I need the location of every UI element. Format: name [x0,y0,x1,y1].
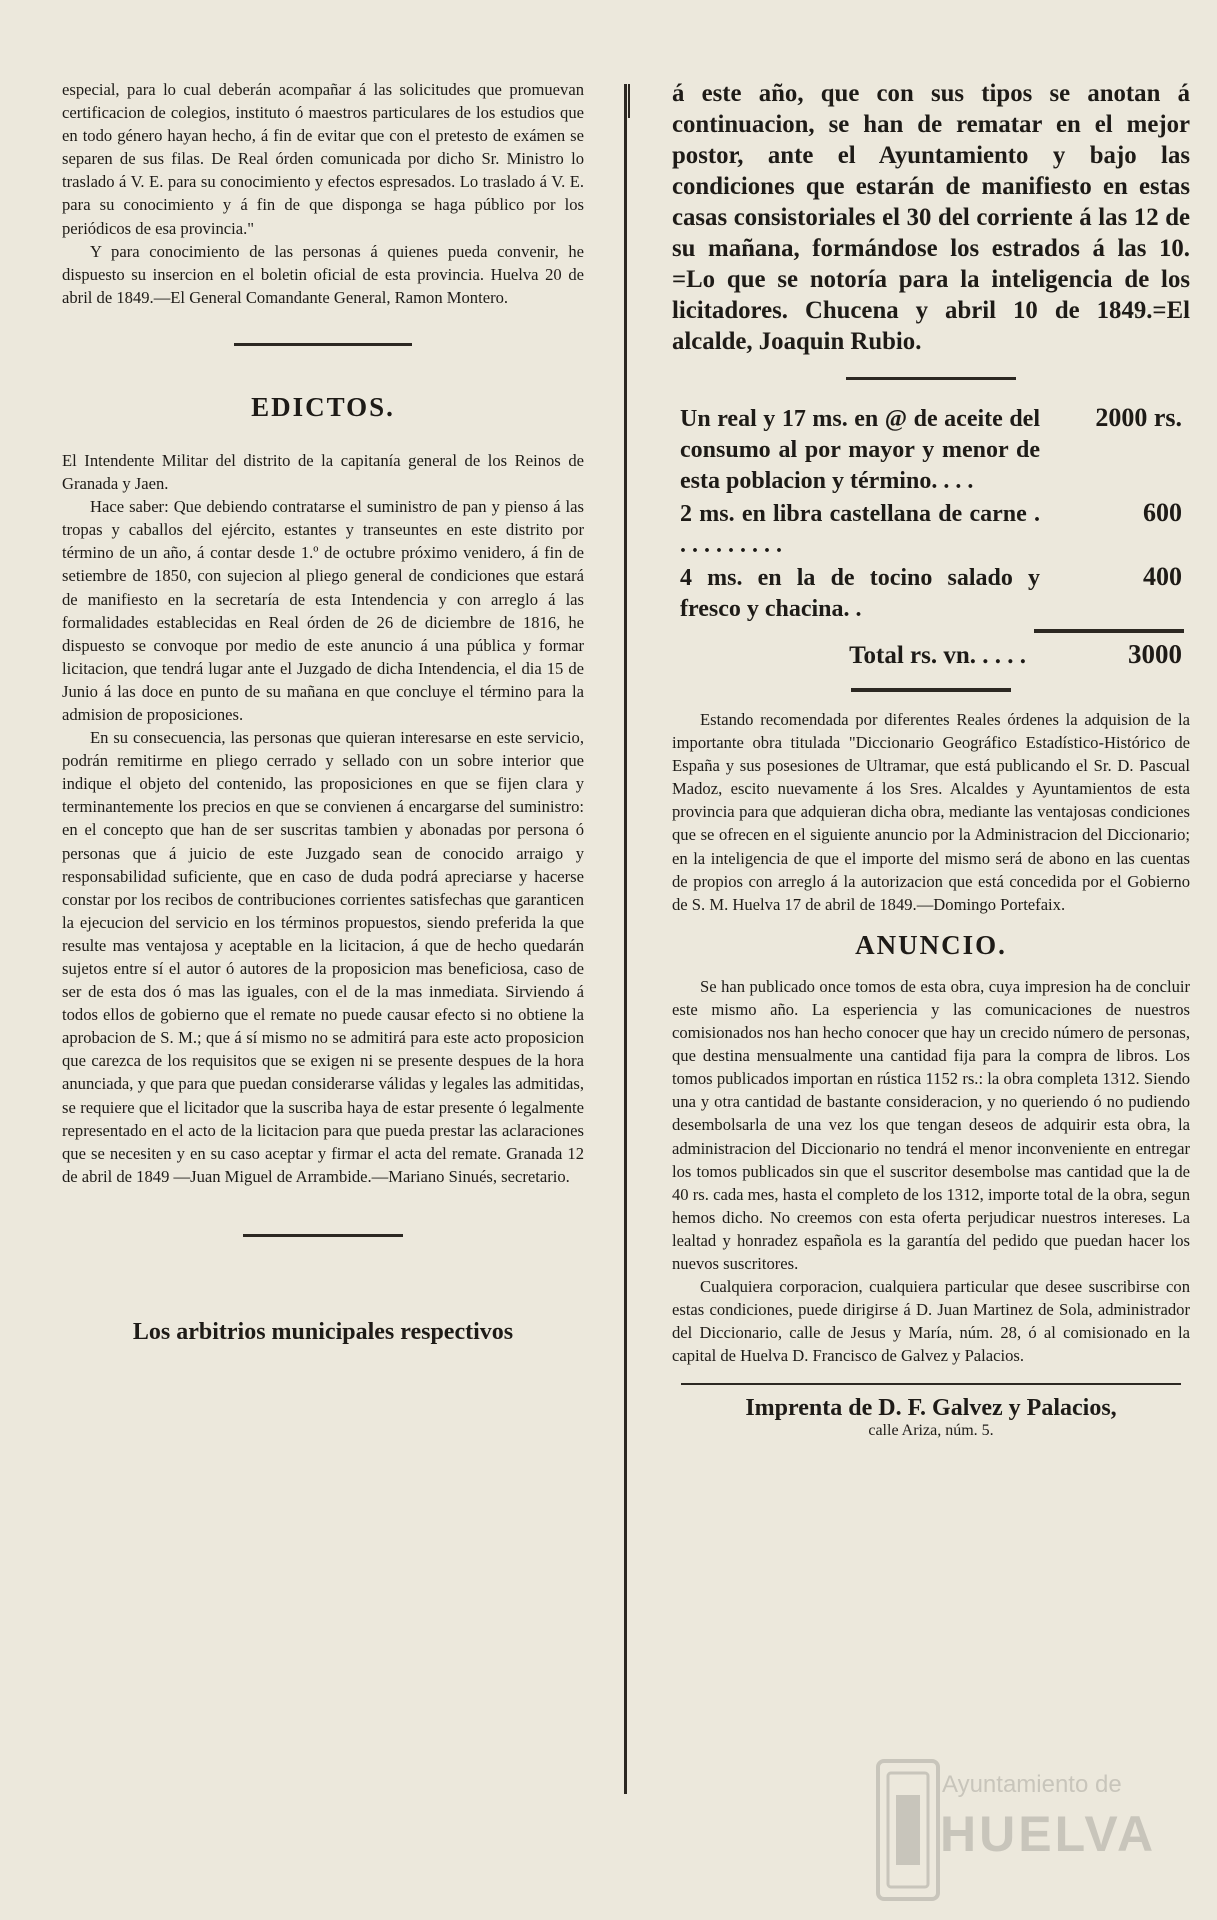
archive-watermark [872,1745,1202,1915]
edictos-paragraph-1: Hace saber: Que debiendo contratarse el suministro de pan y pienso á las tropas y caballos del ejército, estantes y transeuntes en este distrito por término de un año, á contar desde 1.º de octubre próximo venidero, á fin de setiembre de 1850, con sujecion al pliego general de condiciones que estará de manifiesto en la secretaría de esta Intendencia y con arreglo á las formalidades establecidas en Real órden de 26 de diciembre de 1816, he dispuesto se convoque por medio de este anuncio á una pública y formar licitacion, que tendrá lugar ante el Juzgado de dicha Intendencia, el dia 15 de Junio á las doce en punto de su mañana en que concluye el término para la admision de proposiciones. [62,497,584,724]
intro-paragraph-1: especial, para lo cual deberán acompañar á las solicitudes que promuevan certificacion de colegios, instituto ó maestros particulares de los estudios que en todo género hayan hecho, á fin de evitar que con el pretesto de exámen se separen de sus filas. De Real órden comunicada por dicho Sr. Ministro lo traslado á V. E. para su conocimiento y efectos espresados. Lo traslado á V. E. para su conocimiento y á fin de que disponga se haga público por los periódicos de esa provincia." [62,80,584,238]
separator-rule [851,688,1011,692]
total-row [680,639,1190,670]
tariff-row [680,497,1190,561]
tariff-row [680,402,1190,497]
separator-rule [681,1383,1181,1385]
tariff-table [680,402,1190,670]
separator-rule [234,343,412,346]
printer-imprint: Imprenta de D. F. Galvez y Palacios, [745,1395,1117,1422]
city-seal-icon [872,1755,944,1905]
tariff-row [680,561,1190,625]
watermark-line-1: Ayuntamiento de [942,1771,1122,1798]
edictos-title: EDICTOS. [251,391,395,422]
arbitrios-paragraph: á este año, que con sus tipos se anotan á continuacion, se han de rematar en el mejor postor, ante el Ayuntamiento y bajo las condiciones que estarán de manifiesto en estas casas consistoriales el 30 del corriente á las 12 de su mañana, formándose los estrados á las 10. =Lo que se notoría para la inteligencia de los licitadores. Chucena y abril 10 de 1849.=El alcalde, Joaquin Rubio. [672,80,1190,355]
right-column [672,78,1190,1440]
tariff-label: 2 ms. en libra castellana de carne . . . . . . . . . . [680,501,1040,558]
total-label: Total rs. vn. . . . . [849,642,1026,669]
tariff-label: 4 ms. en la de tocino salado y fresco y chacina. . [680,565,1040,622]
watermark-line-2: HUELVA [940,1806,1157,1862]
edictos-paragraph-2: En su consecuencia, las personas que quieran interesarse en este servicio, podrán remitirme en pliego cerrado y sellado con un sobre interior que indique el objeto del contenido, las proposiciones en que se fijen clara y terminantemente los precios en que se convienen á encargarse del suministro: en el concepto que han de ser suscritas tambien y abonadas por persona ó personas que á juicio de este Juzgado sean de conocido arraigo y responsabilidad suficiente, que en caso de duda podrá apreciarse y hacerse constar por los recibos de contribuciones corrientes satisfechas que garanticen la ejecucion del servicio en los términos propuestos, siendo preferida la que resulte mas ventajosa y aceptable en la licitacion, á que de hecho quedarán sujetos entre sí el autor ó autores de la proposicion mas beneficiosa, caso de ser de esta dos ó mas las iguales, con el de la mas inmediata. Sirviendo á todos ellos de gobierno que el remate no puede causar efecto si no obtiene la aprobacion de S. M.; que á sí mismo no se admitirá para este acto proposicion que carezca de los requisitos que se exigen ni se presente despues de la hora anunciada, y que para que puedan considerarse válidas y legales las admitidas, se requiere que el licitador que la suscriba haya de estar presente ó legalmente representado en el acto de la licitacion para que pueda prestar las aclaraciones que se necesiten y en su caso aceptar y firmar el acta del remate. Granada 12 de abril de 1849 —Juan Miguel de Arrambide.—Mariano Sinués, secretario. [62,728,584,1186]
separator-rule [846,377,1016,380]
tariff-label: Un real y 17 ms. en @ de aceite del consumo al por mayor y menor de esta poblacion y término. . . . [680,406,1040,494]
anuncio-title: ANUNCIO. [855,929,1007,960]
diccionario-paragraph: Estando recomendada por diferentes Reales órdenes la adquision de la importante obra titulada "Diccionario Geográfico Estadístico-Histórico de España y sus posesiones de Ultramar, que está publicando el Sr. D. Pascual Madoz, escito nuevamente á los Sres. Alcaldes y Ayuntamientos de esta provincia para que adquieran dicha obra, mediante las ventajosas condiciones que se ofrecen en el siguiente anuncio por la Administracion del Diccionario; en la inteligencia de que el importe del mismo será de abono en las cuentas de propios con arreglo á la autorizacion que está concedida por el Gobierno de S. M. Huelva 17 de abril de 1849.—Domingo Portefaix. [672,710,1190,914]
anuncio-paragraph-2: Cualquiera corporacion, cualquiera particular que desee suscribirse con estas condiciones, puede dirigirse á D. Juan Martinez de Sola, administrador del Diccionario, calle de Jesus y María, núm. 28, ó al comisionado en la capital de Huelva D. Francisco de Galvez y Palacios. [672,1277,1190,1366]
total-rule [1034,629,1184,633]
left-column [62,78,584,1346]
arbitrios-title: Los arbitrios municipales respectivos [132,1318,514,1345]
intro-paragraph-2: Y para conocimiento de las personas á quienes pueda convenir, he dispuesto su insercion en el boletin oficial de esta provincia. Huelva 20 de abril de 1849.—El General Comandante General, Ramon Montero. [62,241,584,307]
total-amount: 3000 [1128,639,1182,669]
tariff-amount: 600 [1143,498,1182,527]
tariff-amount: 400 [1143,562,1182,591]
tariff-amount: 2000 rs. [1095,403,1182,432]
separator-rule [243,1234,403,1237]
edictos-heading: El Intendente Militar del distrito de la capitanía general de los Reinos de Granada y Jaen. [62,450,584,494]
anuncio-paragraph-1: Se han publicado once tomos de esta obra, cuya impresion ha de concluir este mismo año. La esperiencia y las comunicaciones de nuestros comisionados nos han hecho conocer que hay un crecido número de personas, que destina mensualmente una cantidad fija para la compra de libros. Los tomos publicados importan en rústica 1152 rs.: la obra completa 1312. Siendo una y otra cantidad de bastante consideracion, y no queriendo ó no pudiendo desembolsarla de una vez los que tengan deseos de adquirir esta obra, la administracion del Diccionario no tendrá el menor inconveniente en entregar los tomos publicados sin que el suscritor desembolse mas cantidad que la de 40 rs. cada mes, hasta el completo de los 1312, importe total de la obra, segun hemos dicho. No creemos con esta oferta perjudicar nuestros intereses. La lealtad y honradez española es la garantía del pedido que puedan hacer los nuevos suscritores. [672,976,1190,1273]
column-divider-top [628,84,630,118]
printer-address: calle Ariza, núm. 5. [868,1422,994,1440]
column-divider [624,84,627,1794]
